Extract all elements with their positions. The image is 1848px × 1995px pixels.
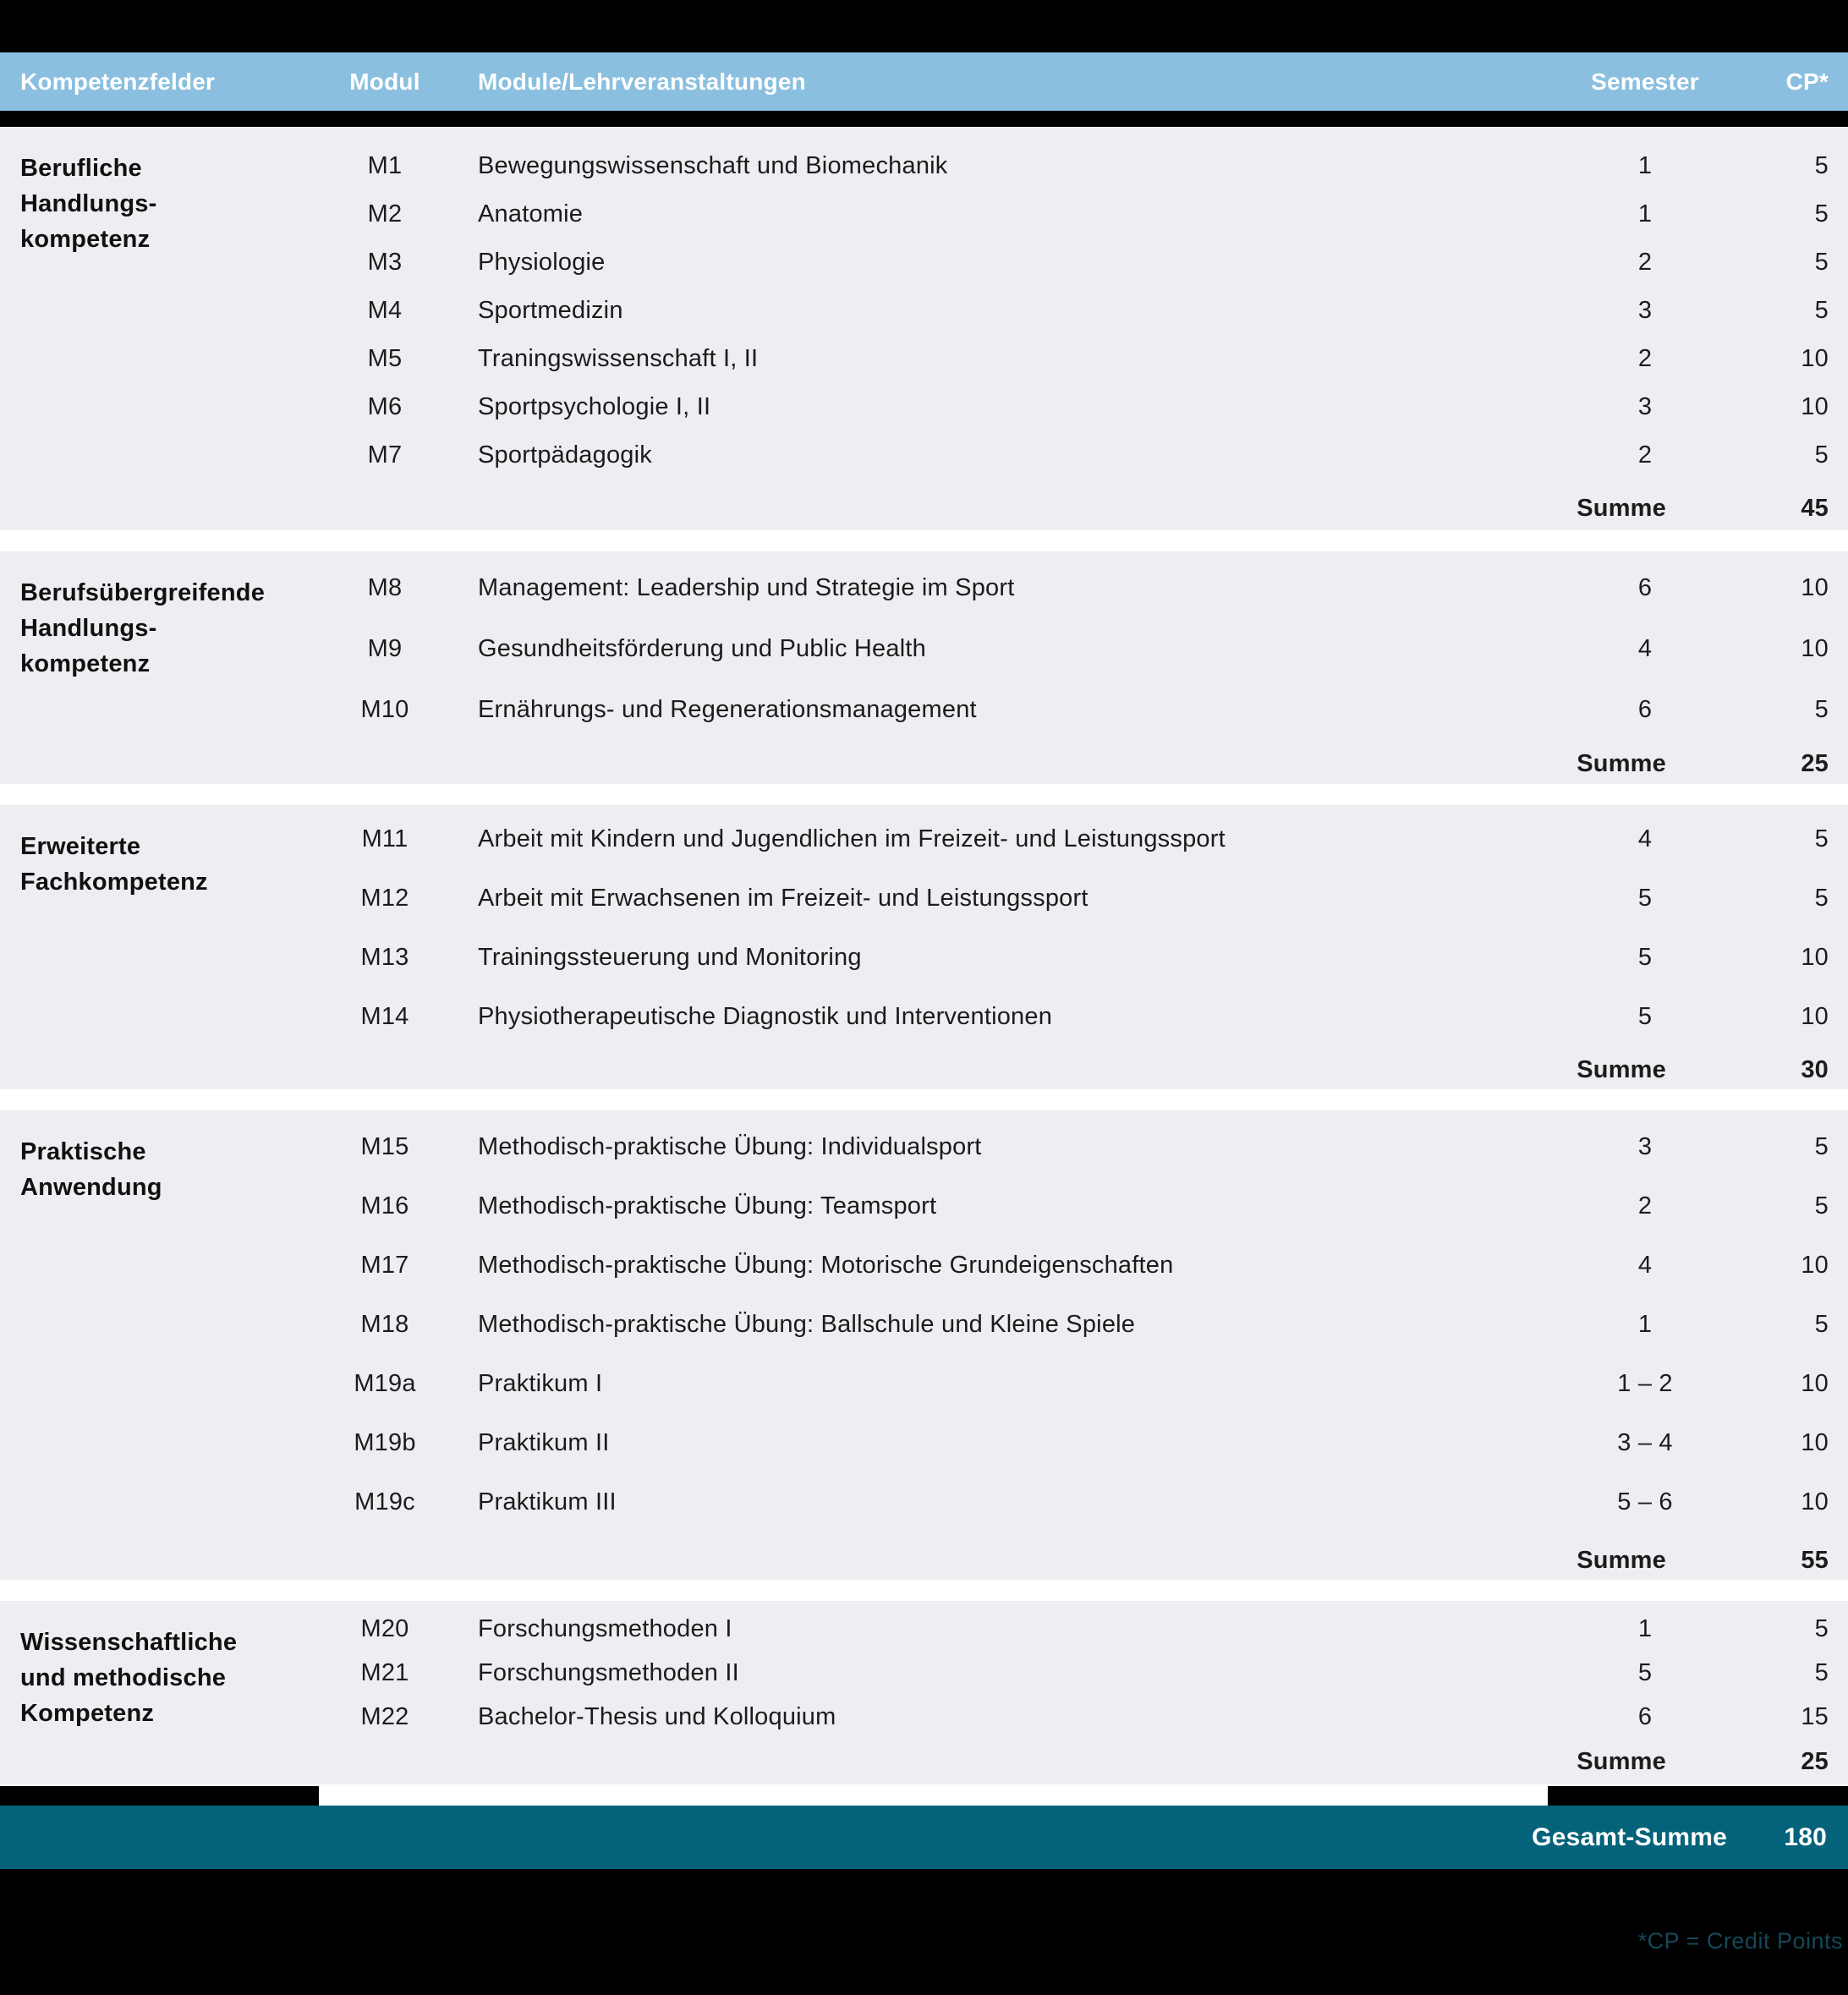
module-rows [0, 805, 1848, 1046]
module-code: M12 [360, 884, 409, 912]
module-code: M19b [354, 1428, 416, 1456]
competence-section [0, 1601, 1848, 1784]
module-row [0, 1176, 1848, 1236]
sum-row [0, 1739, 1848, 1784]
module-name: Gesundheitsförderung und Public Health [478, 634, 926, 662]
module-name: Methodisch-praktische Übung: Individualsport [478, 1132, 982, 1160]
module-semester: 5 [1637, 1002, 1653, 1030]
module-code: M17 [360, 1251, 409, 1279]
module-semester: 5 [1637, 1658, 1653, 1686]
module-cp: 5 [1814, 1132, 1829, 1160]
module-name: Praktikum III [478, 1488, 617, 1515]
module-name: Praktikum I [478, 1369, 603, 1397]
module-cp: 10 [1801, 1488, 1829, 1515]
module-code: M8 [367, 573, 403, 601]
module-name: Trainingssteuerung und Monitoring [478, 943, 862, 971]
sum-label: Summe [1577, 749, 1666, 777]
module-name: Forschungsmethoden I [478, 1614, 732, 1642]
module-semester: 1 [1637, 1310, 1653, 1338]
module-row [0, 869, 1848, 928]
module-cp: 5 [1814, 1192, 1829, 1219]
module-name: Methodisch-praktische Übung: Teamsport [478, 1192, 937, 1219]
module-row [0, 1236, 1848, 1295]
module-code: M7 [367, 441, 403, 469]
module-semester: 3 [1637, 297, 1653, 324]
module-name: Sportmedizin [478, 297, 623, 324]
grand-total-value: 180 [1784, 1822, 1827, 1851]
sum-value: 55 [1801, 1546, 1829, 1574]
module-rows [0, 551, 1848, 740]
module-code: M16 [360, 1192, 409, 1219]
module-name: Praktikum II [478, 1428, 610, 1456]
sum-value: 25 [1801, 749, 1829, 777]
module-row [0, 1472, 1848, 1532]
header-module-code: Modul [349, 68, 420, 95]
module-code: M15 [360, 1132, 409, 1160]
module-row [0, 190, 1848, 238]
sum-label: Summe [1577, 494, 1666, 522]
sum-value: 45 [1801, 494, 1829, 522]
module-cp: 10 [1801, 634, 1829, 662]
header-competence-fields: Kompetenzfelder [20, 68, 216, 95]
module-rows [0, 127, 1848, 480]
competence-field-line: Wissenschaftliche [20, 1629, 238, 1656]
module-semester: 1 [1637, 200, 1653, 227]
module-row [0, 679, 1848, 740]
module-semester: 4 [1637, 1251, 1653, 1279]
module-row [0, 335, 1848, 383]
module-code: M9 [367, 634, 403, 662]
sum-row [0, 1541, 1848, 1580]
module-code: M22 [360, 1702, 409, 1730]
module-code: M10 [360, 695, 409, 723]
competence-section [0, 805, 1848, 1089]
module-code: M6 [367, 393, 403, 420]
competence-section [0, 1110, 1848, 1580]
module-cp: 5 [1814, 297, 1829, 324]
module-name: Sportpsychologie I, II [478, 393, 711, 420]
module-name: Methodisch-praktische Übung: Motorische Grundeigenschaften [478, 1251, 1174, 1279]
sum-label: Summe [1577, 1055, 1666, 1083]
sum-row [0, 1050, 1848, 1089]
module-cp: 5 [1814, 884, 1829, 912]
module-name: Sportpädagogik [478, 441, 652, 469]
module-row [0, 1607, 1848, 1651]
module-name: Management: Leadership und Strategie im Sport [478, 573, 1015, 601]
module-rows [0, 1601, 1848, 1739]
competence-field-line: kompetenz [20, 650, 151, 677]
module-cp: 5 [1814, 1310, 1829, 1338]
header-divider-bar [0, 111, 1848, 127]
module-cp: 5 [1814, 1658, 1829, 1686]
module-code: M4 [367, 297, 403, 324]
competence-field-line: Kompetenz [20, 1700, 155, 1727]
module-semester: 2 [1637, 1192, 1653, 1219]
module-row [0, 1354, 1848, 1413]
module-name: Anatomie [478, 200, 584, 227]
competence-field-line: kompetenz [20, 226, 151, 253]
module-row [0, 1413, 1848, 1472]
module-code: M3 [367, 249, 403, 276]
competence-section [0, 127, 1848, 530]
module-semester: 3 – 4 [1617, 1428, 1673, 1456]
sum-label: Summe [1577, 1747, 1666, 1775]
module-code: M5 [367, 345, 403, 372]
module-row [0, 557, 1848, 618]
module-cp: 10 [1801, 345, 1829, 372]
sum-value: 25 [1801, 1747, 1829, 1775]
module-row [0, 142, 1848, 190]
module-semester: 3 [1637, 393, 1653, 420]
module-semester: 1 – 2 [1617, 1369, 1673, 1397]
module-name: Forschungsmethoden II [478, 1658, 739, 1686]
competence-field-line: Anwendung [20, 1174, 162, 1201]
module-cp: 10 [1801, 1428, 1829, 1456]
competence-field-line: Berufsübergreifende [20, 579, 266, 606]
module-code: M19a [354, 1369, 416, 1397]
module-row [0, 809, 1848, 869]
module-semester: 6 [1637, 573, 1653, 601]
module-cp: 10 [1801, 1251, 1829, 1279]
module-semester: 5 [1637, 943, 1653, 971]
module-semester: 2 [1637, 345, 1653, 372]
sum-row [0, 486, 1848, 530]
competence-field-line: Berufliche [20, 155, 142, 182]
module-cp: 5 [1814, 200, 1829, 227]
module-code: M20 [360, 1614, 409, 1642]
module-semester: 6 [1637, 1702, 1653, 1730]
module-cp: 10 [1801, 943, 1829, 971]
module-name: Physiotherapeutische Diagnostik und Interventionen [478, 1002, 1053, 1030]
module-code: M14 [360, 1002, 409, 1030]
module-cp: 5 [1814, 825, 1829, 852]
module-semester: 4 [1637, 825, 1653, 852]
module-semester: 1 [1637, 152, 1653, 179]
module-semester: 5 [1637, 884, 1653, 912]
module-row [0, 987, 1848, 1046]
module-name: Arbeit mit Kindern und Jugendlichen im Freizeit- und Leistungssport [478, 825, 1226, 852]
module-row [0, 1651, 1848, 1695]
cp-footnote: *CP = Credit Points [1637, 1928, 1843, 1954]
module-cp: 5 [1814, 695, 1829, 723]
module-semester: 6 [1637, 695, 1653, 723]
competence-field-line: Praktische [20, 1138, 146, 1165]
competence-field-line: Handlungs- [20, 615, 157, 642]
module-semester: 5 – 6 [1617, 1488, 1673, 1515]
module-name: Arbeit mit Erwachsenen im Freizeit- und Leistungssport [478, 884, 1089, 912]
module-row [0, 287, 1848, 335]
module-code: M2 [367, 200, 403, 227]
module-name: Traningswissenschaft I, II [478, 345, 759, 372]
module-semester: 1 [1637, 1614, 1653, 1642]
module-name: Physiologie [478, 249, 606, 276]
module-cp: 5 [1814, 152, 1829, 179]
module-row [0, 1695, 1848, 1739]
sum-label: Summe [1577, 1546, 1666, 1574]
module-row [0, 238, 1848, 287]
header-cp: CP* [1785, 68, 1829, 95]
module-cp: 10 [1801, 573, 1829, 601]
module-name: Bewegungswissenschaft und Biomechanik [478, 152, 948, 179]
sum-row [0, 743, 1848, 784]
module-cp: 15 [1801, 1702, 1829, 1730]
module-code: M11 [361, 825, 409, 852]
grand-total-bar [0, 1806, 1848, 1869]
module-code: M21 [360, 1658, 409, 1686]
module-semester: 3 [1637, 1132, 1653, 1160]
module-rows [0, 1110, 1848, 1532]
module-cp: 10 [1801, 1002, 1829, 1030]
module-cp: 5 [1814, 441, 1829, 469]
module-row [0, 618, 1848, 679]
sum-value: 30 [1801, 1055, 1829, 1083]
module-row [0, 1117, 1848, 1176]
module-semester: 2 [1637, 441, 1653, 469]
module-cp: 10 [1801, 1369, 1829, 1397]
module-row [0, 431, 1848, 480]
module-cp: 5 [1814, 1614, 1829, 1642]
module-code: M19c [354, 1488, 415, 1515]
competence-field-line: und methodische [20, 1664, 227, 1691]
module-code: M1 [367, 152, 403, 179]
header-module-name: Module/Lehrveranstaltungen [478, 68, 806, 95]
module-cp: 5 [1814, 249, 1829, 276]
module-name: Methodisch-praktische Übung: Ballschule und Kleine Spiele [478, 1310, 1136, 1338]
competence-field-line: Fachkompetenz [20, 869, 208, 896]
competence-field-line: Erweiterte [20, 833, 141, 860]
competence-field-line: Handlungs- [20, 190, 157, 217]
header-semester: Semester [1591, 68, 1699, 95]
module-cp: 10 [1801, 393, 1829, 420]
table-header-row [0, 52, 1848, 111]
module-code: M13 [360, 943, 409, 971]
module-row [0, 928, 1848, 987]
competence-section [0, 551, 1848, 784]
module-row [0, 1295, 1848, 1354]
module-code: M18 [360, 1310, 409, 1338]
grand-total-label: Gesamt-Summe [1532, 1822, 1727, 1851]
module-name: Bachelor-Thesis und Kolloquium [478, 1702, 836, 1730]
module-row [0, 383, 1848, 431]
module-semester: 2 [1637, 249, 1653, 276]
module-semester: 4 [1637, 634, 1653, 662]
pre-total-strip [319, 1786, 1548, 1806]
module-name: Ernährungs- und Regenerationsmanagement [478, 695, 977, 723]
